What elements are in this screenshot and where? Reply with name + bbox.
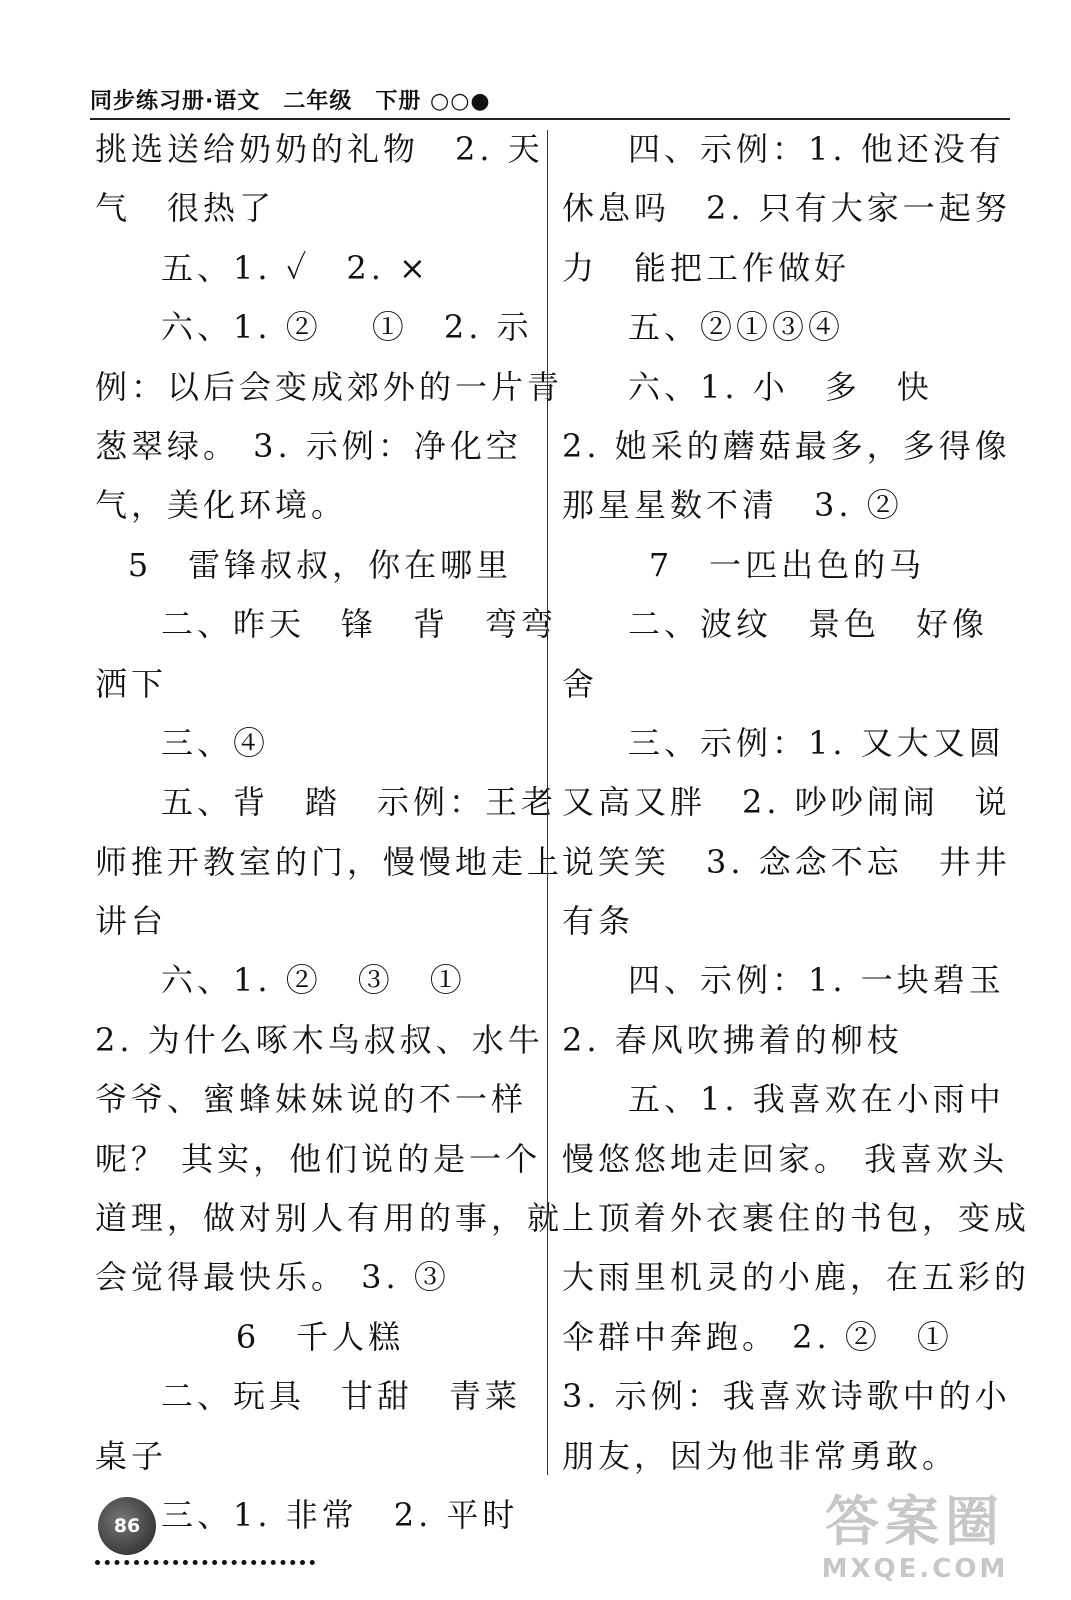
answer-line: 三、示例：1. 又大又圆 (628, 723, 1005, 762)
answer-line: 挑选送给奶奶的礼物 2. 天 (95, 130, 544, 168)
answer-line: 二、昨天 锋 背 弯弯 (161, 605, 558, 644)
left-column (95, 120, 564, 1545)
answer-line: 舍 (562, 664, 599, 703)
footer-dotted-rule (95, 1560, 315, 1565)
watermark-text: 答案圈 (825, 1490, 1005, 1553)
answer-line: 会觉得最快乐。 3. ③ (95, 1258, 450, 1297)
answer-line: 六、1. 小 多 快 (628, 367, 933, 406)
answer-line: 五、②①③④ (628, 308, 845, 347)
answer-line: 洒下 (95, 664, 168, 703)
column-divider (547, 130, 548, 1475)
answer-line: 葱翠绿。 3. 示例：净化空 (95, 426, 522, 465)
answer-line: 有条 (562, 902, 635, 941)
answer-line: 气 很热了 (95, 189, 276, 228)
answer-line: 呢？ 其实，他们说的是一个 (95, 1139, 542, 1178)
answer-line: 四、示例：1. 他还没有 (628, 130, 1005, 168)
answer-line: 例：以后会变成郊外的一片青 (95, 367, 564, 406)
answer-line: 师推开教室的门，慢慢地走上 (95, 842, 564, 881)
answer-line: 2. 她采的蘑菇最多，多得像 (562, 426, 1011, 465)
answer-line: 二、波纹 景色 好像 (628, 605, 989, 644)
answer-line: 道理，做对别人有用的事，就 (95, 1199, 564, 1238)
answer-line: 五、背 踏 示例：王老 (161, 783, 558, 822)
answer-line: 朋友，因为他非常勇敢。 (562, 1436, 959, 1475)
answer-line: 三、④ (161, 723, 270, 762)
answer-line: 桌子 (95, 1436, 168, 1475)
answer-line: 六、1. ② ③ ① (161, 961, 466, 1000)
page-number: 86 (98, 1497, 156, 1555)
answer-line: 那星星数不清 3. ② (562, 486, 903, 525)
answer-line: 大雨里机灵的小鹿，在五彩的 (562, 1258, 1031, 1297)
answer-line: 力 能把工作做好 (562, 248, 851, 287)
answer-line: 上顶着外衣裹住的书包，变成 (562, 1199, 1031, 1238)
lesson-title: 5 雷锋叔叔，你在哪里 (127, 545, 513, 584)
answer-line: 六、1. ② ① 2. 示 (161, 308, 533, 347)
answer-line: 讲台 (95, 902, 168, 941)
lesson-title: 7 一匹出色的马 (648, 545, 926, 584)
book-header: 同步练习册·语文 二年级 下册 ○○● (90, 89, 491, 114)
answer-line: 气，美化环境。 (95, 486, 348, 525)
answer-line: 2. 为什么啄木鸟叔叔、水牛 (95, 1020, 544, 1059)
answer-line: 2. 春风吹拂着的柳枝 (562, 1020, 903, 1059)
answer-line: 伞群中奔跑。 2. ② ① (562, 1317, 953, 1356)
answer-line: 休息吗 2. 只有大家一起努 (562, 189, 1011, 228)
answer-line: 慢悠悠地走回家。 我喜欢头 (562, 1139, 1009, 1178)
answer-line: 爷爷、蜜蜂妹妹说的不一样 (95, 1080, 528, 1119)
answer-line: 三、1. 非常 2. 平时 (161, 1495, 519, 1534)
lesson-title: 6 千人糕 (235, 1317, 405, 1356)
answer-line: 又高又胖 2. 吵吵闹闹 说 (562, 783, 1011, 822)
watermark-url: MXQE.COM (821, 1554, 1009, 1584)
answer-line: 二、玩具 甘甜 青菜 (161, 1377, 522, 1416)
answer-line: 四、示例：1. 一块碧玉 (628, 961, 1005, 1000)
answer-line: 五、1. ✓ 2. × (161, 248, 430, 287)
answer-line: 五、1. 我喜欢在小雨中 (628, 1080, 1005, 1119)
answer-line: 说笑笑 3. 念念不忘 井井 (562, 842, 1011, 881)
answer-line: 3. 示例：我喜欢诗歌中的小 (562, 1377, 1011, 1416)
right-column (562, 120, 1031, 1486)
watermark-logo (770, 1490, 1060, 1590)
